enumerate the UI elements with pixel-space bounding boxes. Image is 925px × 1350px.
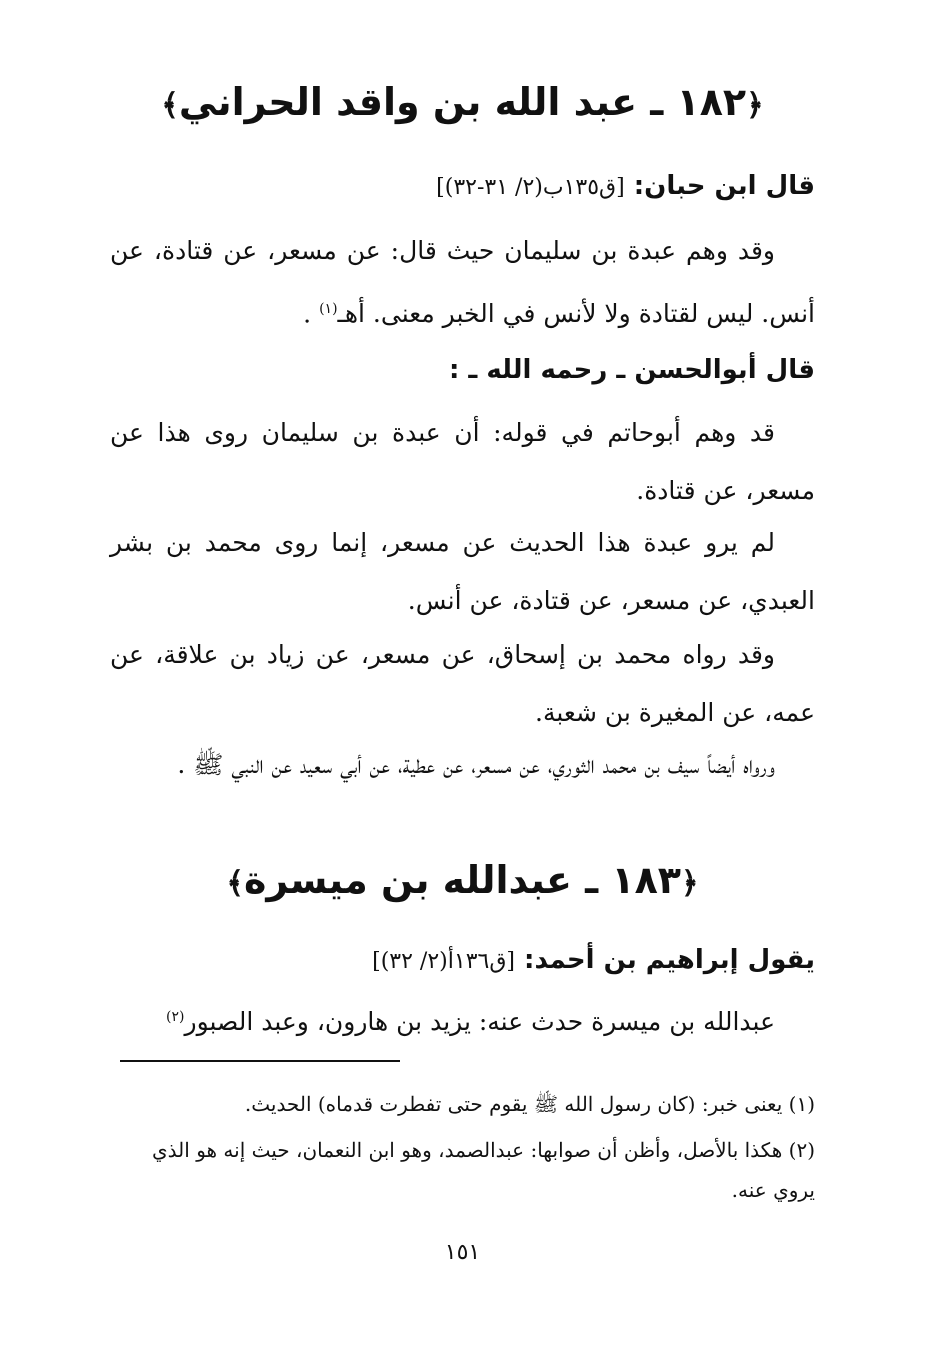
ornament-left: ﴾ (161, 88, 179, 123)
ornament-right: ﴿ (681, 866, 699, 901)
paragraph: عبدالله بن ميسرة حدث عنه: يزيد بن هارون، وعبد الصبور$^{(٢)}$ (166, 1007, 775, 1037)
speaker-name: قال ابن حبان: (633, 171, 815, 201)
footnote: (٢) هكذا بالأصل، وأظن أن صوابها: عبدالصمد، وهو ابن النعمان، حيث إنه هو الذي يروي عنه. (152, 1138, 815, 1202)
heading-text: ١٨٣ ـ عبدالله بن ميسرة (243, 858, 681, 902)
footnote: (١) يعنى خبر: (كان رسول الله ﷺ يقوم حتى تفطرت قدماه) الحديث. (244, 1092, 815, 1116)
manuscript-reference: [ق١٣٦أ(٢/ ٣٢)] (372, 949, 515, 974)
entry-heading-183 (0, 850, 925, 914)
paragraph: لم يرو عبدة هذا الحديث عن مسعر، إنما روى محمد بن بشر العبدي، عن مسعر، عن قتادة، عن أنس. (110, 528, 815, 615)
footnote-marker: (٢) (166, 1009, 185, 1025)
manuscript-reference: [ق١٣٥ب(٢/ ٣١-٣٢)] (436, 175, 625, 200)
heading-text: ١٨٢ ـ عبد الله بن واقد الحراني (178, 80, 747, 124)
footnote-separator (120, 1060, 400, 1062)
paragraph: قد وهم أبوحاتم في قوله: أن عبدة بن سليمان روى هذا عن مسعر، عن قتادة. (110, 418, 815, 505)
ornament-left: ﴾ (226, 866, 244, 901)
paragraph: ورواه أيضاً سيف بن محمد الثوري، عن مسعر، عن عطية، عن أبي سعيد عن النبي ﷺ . (177, 750, 775, 779)
speaker-line (110, 940, 815, 982)
ornament-right: ﴿ (746, 88, 764, 123)
page-number: ١٥١ (444, 1240, 481, 1265)
speaker-line (110, 350, 815, 390)
entry-heading-182 (0, 72, 925, 136)
speaker-name: قال أبوالحسن ـ رحمه الله ـ : (448, 355, 815, 385)
paragraph: وقد رواه محمد بن إسحاق، عن مسعر، عن زياد بن علاقة، عن عمه، عن المغيرة بن شعبة. (110, 640, 815, 727)
paragraph: وقد وهم عبدة بن سليمان حيث قال: عن مسعر، عن قتادة، عن أنس. ليس لقتادة ولا لأنس في الخبر معنى. أهـ$^{(١)}$ . (110, 236, 815, 329)
speaker-name: يقول إبراهيم بن أحمد: (524, 945, 815, 975)
footnote-marker: (١) (319, 301, 338, 317)
speaker-line (110, 166, 815, 208)
